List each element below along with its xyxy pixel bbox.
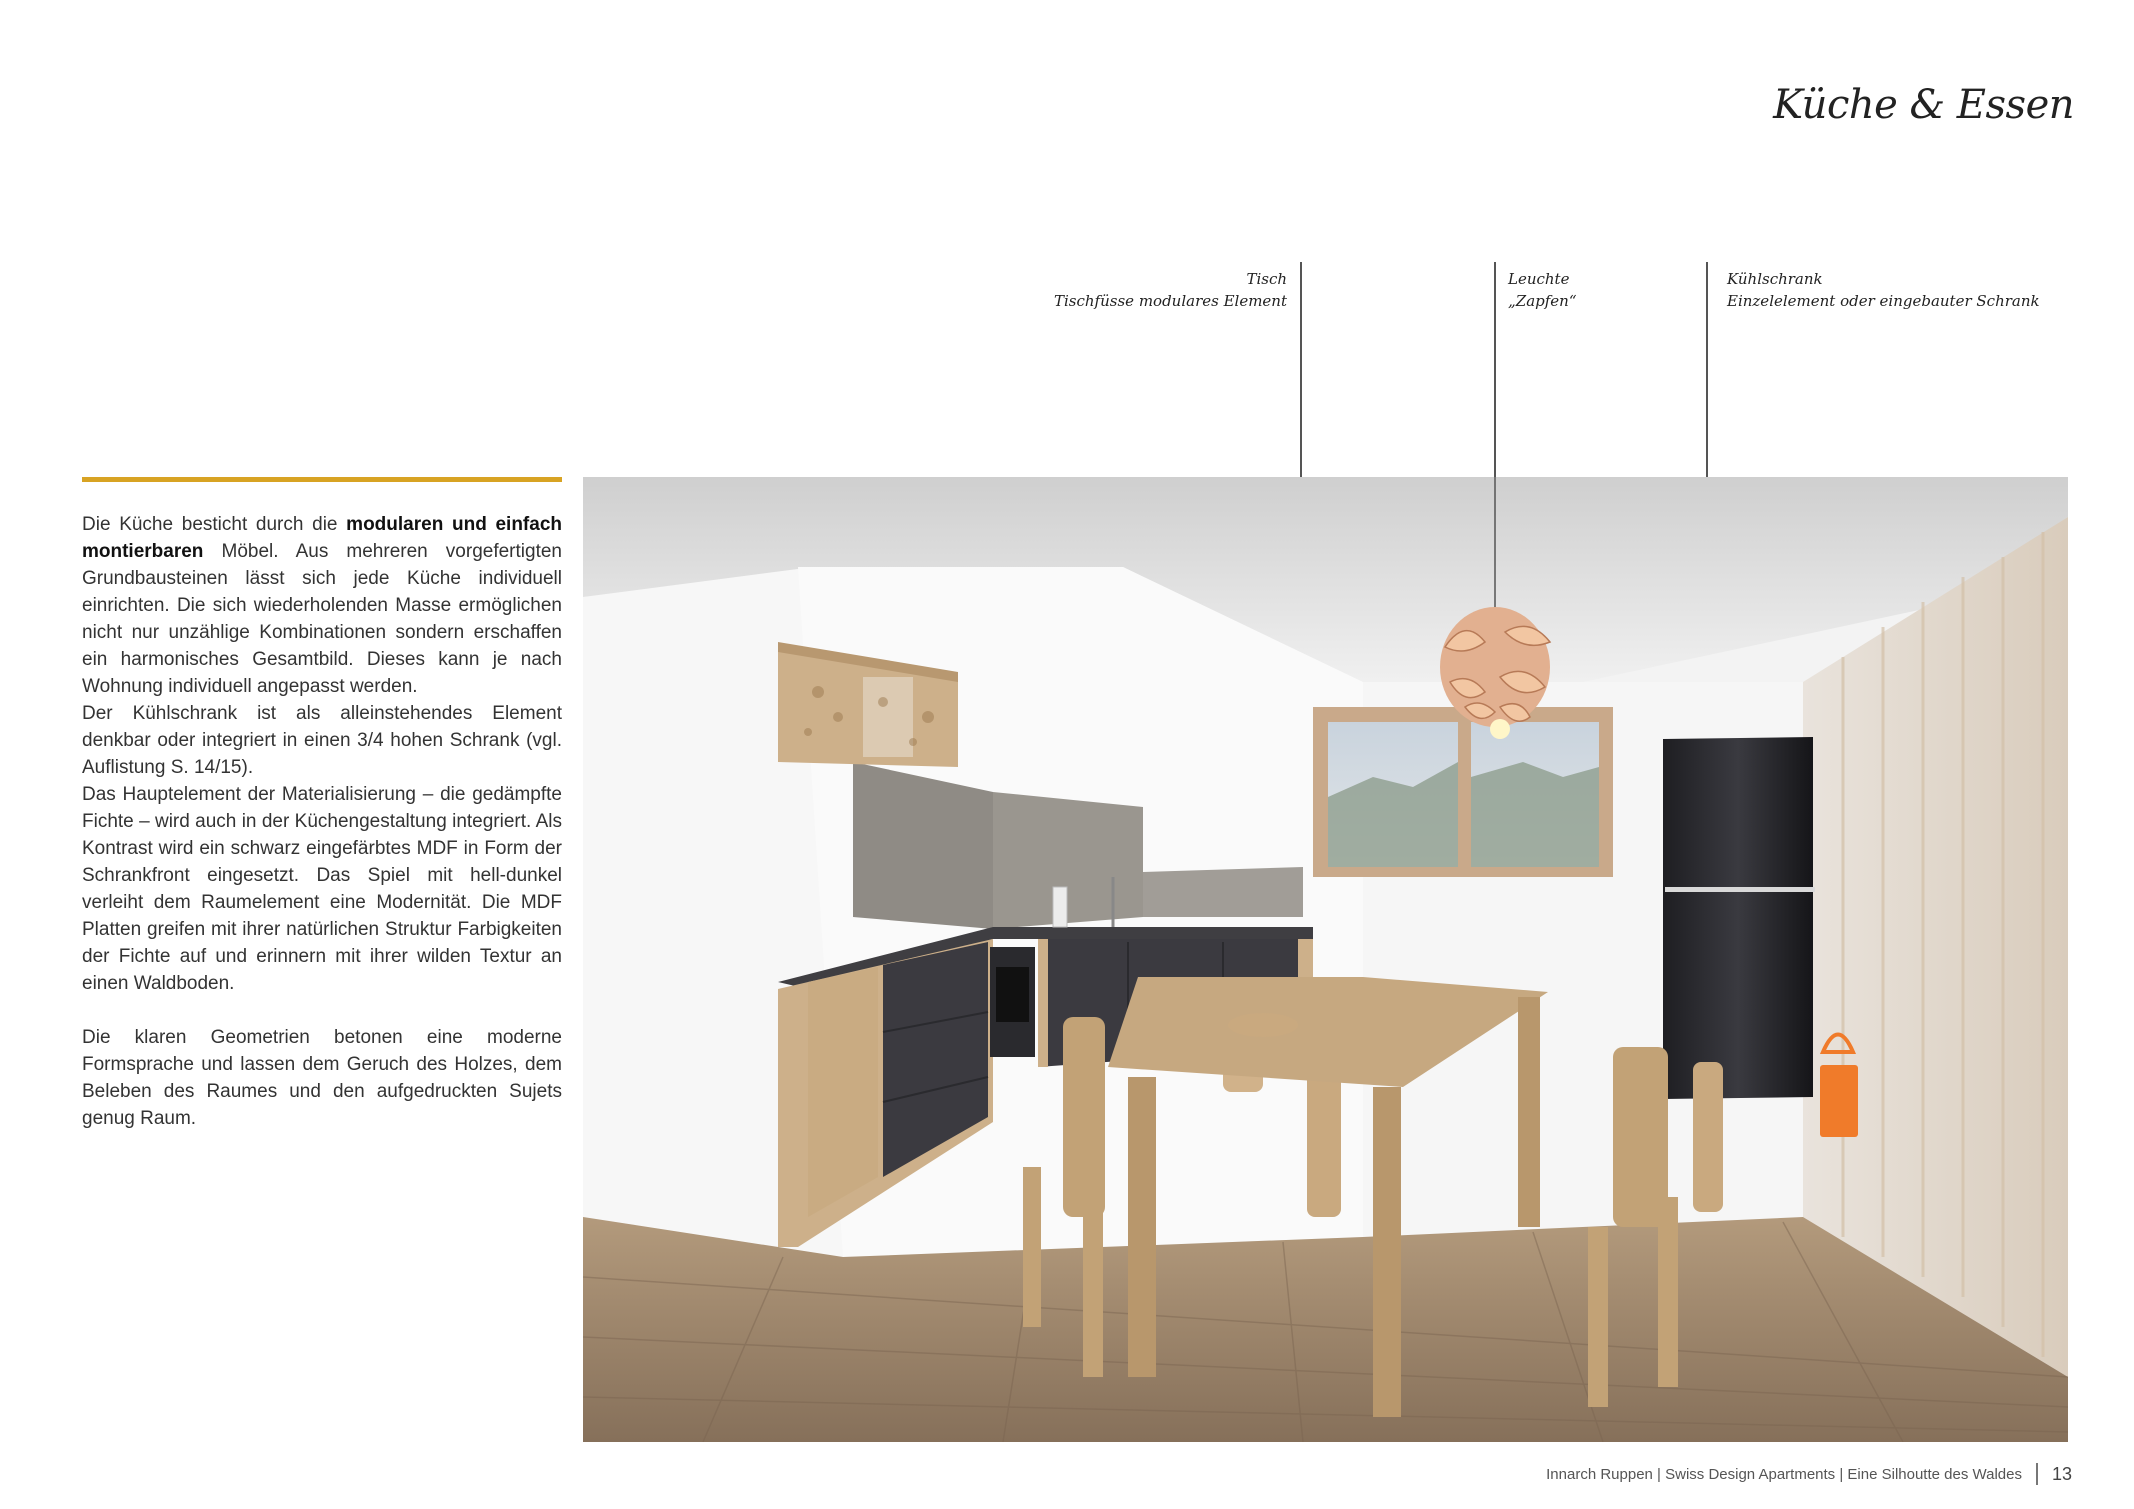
page-number: 13 [2051,1463,2072,1484]
annotation-fridge [1727,268,2040,312]
annotation-table [1054,268,1287,312]
body-text [82,511,562,1132]
annotation-lamp-detail: „Zapfen“ [1508,292,1577,310]
annotation-fridge-title: Kühlschrank [1727,270,1823,288]
annotation-fridge-detail: Einzelelement oder eingebauter Schrank [1727,292,2040,310]
paragraph-4: Die klaren Geometrien betonen eine moderne Formsprache und lassen dem Geruch des Holzes, dem Beleben des Raumes und den aufgedruckten Sujets genug Raum. [82,1027,562,1129]
paragraph-1: Die Küche besticht durch die modularen und einfach montierbaren Möbel. Aus mehreren vorgefertigten Grundbausteinen lässt sich jede Küche individuell einrichten. Die sich wiederholenden Masse ermöglichen nicht nur unzählige Kombinationen sondern erschaffen ein harmonisches Gesamtbild. Dieses kann je nach Wohnung individuell angepasst werden. [82,514,562,697]
paragraph-2: Der Kühlschrank ist als alleinstehendes Element denkbar oder integriert in einen 3/4 hohen Schrank (vgl. Auflistung S. 14/15). [82,703,562,778]
kitchen-rendering [583,477,2068,1442]
paragraph-3: Das Hauptelement der Materialisierung – die gedämpfte Fichte – wird auch in der Küchengestaltung integriert. Als Kontrast wird ein schwarz eingefärbtes MDF in Form der Schrankfront eingesetzt. Das Spiel mit hell-dunkel verleiht dem Raumelement eine Modernität. Die MDF Platten greifen mit ihrer natürlichen Struktur Farbigkeiten der Fichte auf und erinnern mit ihrer wilden Textur an einen Waldboden. [82,784,562,994]
annotation-lamp [1508,268,1577,312]
page-title: Küche & Essen [1773,82,2074,128]
annotation-lamp-title: Leuchte [1508,270,1570,288]
footer-text: Innarch Ruppen | Swiss Design Apartments | Eine Silhoutte des Waldes [1546,1465,2022,1483]
footer-separator [2036,1463,2038,1485]
accent-rule [82,477,562,482]
footer [1546,1463,2072,1485]
annotation-table-title: Tisch [1246,270,1287,288]
annotation-table-detail: Tischfüsse modulares Element [1054,292,1287,310]
bold-phrase: modularen und einfach montierbaren [82,514,562,562]
